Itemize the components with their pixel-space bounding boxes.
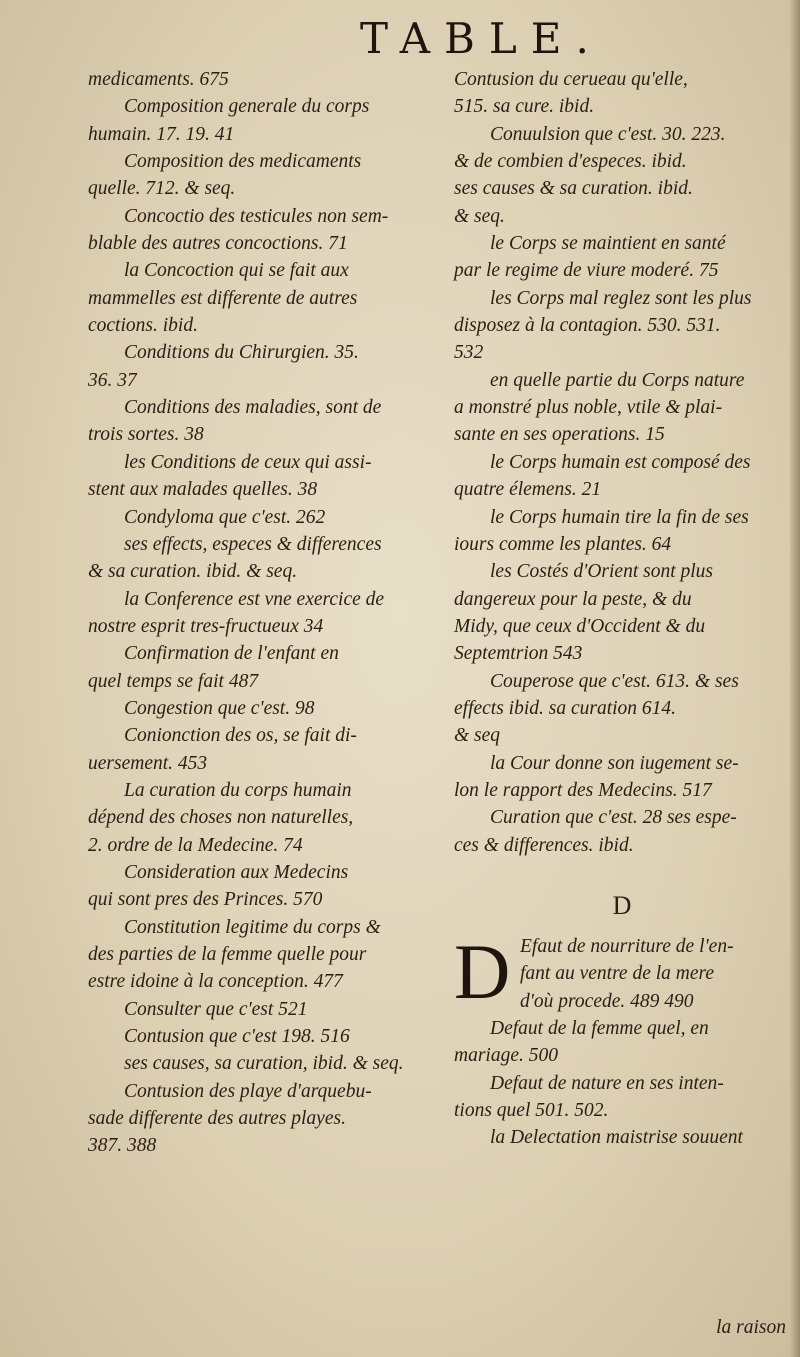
entry-line: nostre esprit tres-fructueux 34 — [88, 615, 324, 637]
entry-line: quel temps se fait 487 — [88, 670, 259, 692]
index-entry — [88, 777, 430, 859]
entry-line: 2. ordre de la Medecine. 74 — [88, 834, 303, 856]
entry-line: & seq — [454, 725, 501, 747]
right-column-entries — [454, 66, 790, 859]
index-entry — [454, 504, 790, 559]
index-entry — [88, 93, 430, 148]
entry-line: mariage. 500 — [454, 1045, 558, 1067]
entry-line: Concoctio des testicules non sem- — [124, 205, 389, 227]
catchword: la raison — [716, 1317, 786, 1338]
entry-line: Conditions des maladies, sont de — [124, 397, 382, 419]
entry-line: la Delectation maistrise souuent — [490, 1127, 743, 1149]
entry-line: dangereux pour la peste, & du — [454, 588, 692, 610]
index-entry — [88, 586, 430, 641]
entry-line: iours comme les plantes. 64 — [454, 533, 672, 555]
entry-line: les Conditions de ceux qui assi- — [124, 451, 372, 473]
entry-line: a monstré plus noble, vtile & plai- — [454, 397, 723, 419]
entry-line: Composition generale du corps — [124, 96, 370, 118]
entry-line: qui sont pres des Princes. 570 — [88, 889, 323, 911]
entry-line: ses causes & sa curation. ibid. — [454, 178, 693, 200]
entry-line: 515. sa cure. ibid. — [454, 96, 595, 118]
entry-line: Curation que c'est. 28 ses espe- — [490, 807, 737, 829]
entry-line: lon le rapport des Medecins. 517 — [454, 779, 712, 801]
entry-line: dépend des choses non naturelles, — [88, 807, 354, 829]
page-header: TABLE. — [360, 14, 603, 63]
entry-line: Conionction des os, se fait di- — [124, 725, 357, 747]
index-entry — [88, 531, 430, 586]
entry-line: Composition des medicaments — [124, 151, 362, 173]
entry-line: uersement. 453 — [88, 752, 208, 774]
index-entry — [454, 121, 790, 230]
entry-line: ses causes, sa curation, ibid. & seq. — [124, 1053, 404, 1075]
index-entry — [454, 804, 790, 859]
entry-line: stent aux malades quelles. 38 — [88, 479, 318, 501]
index-entry — [88, 996, 430, 1023]
index-entry — [454, 1015, 790, 1070]
entry-line: blable des autres concoctions. 71 — [88, 233, 348, 255]
entry-line: les Corps mal reglez sont les plus — [490, 287, 752, 309]
entry-line: le Corps humain tire la fin de ses — [490, 506, 749, 528]
index-entry — [88, 914, 430, 996]
entry-line: sade differente des autres playes. — [88, 1108, 346, 1130]
index-entry — [88, 1078, 430, 1160]
entry-line: 532 — [454, 342, 484, 364]
index-entry — [88, 339, 430, 394]
entry-line: ces & differences. ibid. — [454, 834, 634, 856]
index-entry — [454, 558, 790, 667]
entry-line: les Costés d'Orient sont plus — [490, 561, 714, 583]
entry-line: Conditions du Chirurgien. 35. — [124, 342, 359, 364]
entry-line: sante en ses operations. 15 — [454, 424, 665, 446]
entry-line: La curation du corps humain — [124, 779, 352, 801]
entry-line: Consulter que c'est 521 — [124, 998, 308, 1020]
index-entry — [454, 750, 790, 805]
index-entry — [454, 230, 790, 285]
index-entry — [454, 927, 790, 1015]
entry-line: mammelles est differente de autres — [88, 287, 358, 309]
right-column — [454, 66, 790, 1152]
entry-line: & de combien d'especes. ibid. — [454, 151, 687, 173]
entry-line: tions quel 501. 502. — [454, 1100, 609, 1122]
left-column — [88, 66, 430, 1160]
entry-line: Consideration aux Medecins — [124, 861, 349, 883]
page-edge-shadow — [790, 0, 800, 1357]
entry-line: le Corps se maintient en santé — [490, 233, 726, 255]
entry-line: la Concoction qui se fait aux — [124, 260, 349, 282]
entry-line: & sa curation. ibid. & seq. — [88, 561, 298, 583]
section-letter: D — [612, 890, 632, 920]
entry-line: Congestion que c'est. 98 — [124, 697, 315, 719]
entry-line: disposez à la contagion. 530. 531. — [454, 315, 721, 337]
entry-line: ses effects, especes & differences — [124, 533, 382, 555]
index-entry — [88, 203, 430, 258]
entry-line: d'où procede. 489 490 — [520, 990, 694, 1012]
index-entry — [88, 640, 430, 695]
index-entry — [88, 695, 430, 722]
entry-line: le Corps humain est composé des — [490, 451, 751, 473]
index-entry — [88, 449, 430, 504]
entry-line: Septemtrion 543 — [454, 643, 583, 665]
entry-line: fant au ventre de la mere — [520, 963, 715, 985]
index-entry — [88, 1050, 430, 1077]
entry-line: la Conference est vne exercice de — [124, 588, 385, 610]
index-entry — [88, 66, 430, 93]
d-section — [454, 927, 790, 1152]
index-entry — [454, 668, 790, 750]
index-entry — [454, 449, 790, 504]
entry-line: Defaut de la femme quel, en — [490, 1018, 709, 1039]
entry-line: Couperose que c'est. 613. & ses — [490, 670, 739, 692]
entry-line: 36. 37 — [88, 369, 137, 391]
dropcap-letter: D — [454, 927, 511, 1015]
entry-line: humain. 17. 19. 41 — [88, 123, 235, 145]
entry-line: la Cour donne son iugement se- — [490, 752, 739, 774]
entry-line: Midy, que ceux d'Occident & du — [454, 615, 706, 637]
index-entry — [454, 66, 790, 121]
index-entry — [88, 859, 430, 914]
entry-line: en quelle partie du Corps nature — [490, 369, 745, 391]
entry-line: quelle. 712. & seq. — [88, 178, 236, 200]
entry-line: estre idoine à la conception. 477 — [88, 971, 343, 993]
entry-line: Efaut de nourriture de l'en- — [520, 935, 734, 957]
index-entry — [88, 1023, 430, 1050]
index-entry — [88, 148, 430, 203]
entry-line: Contusion des playe d'arquebu- — [124, 1080, 372, 1102]
entry-line: Contusion que c'est 198. 516 — [124, 1026, 350, 1048]
index-entry — [88, 257, 430, 339]
entry-line: 387. 388 — [88, 1135, 157, 1157]
entry-line: Contusion du cerueau qu'elle, — [454, 69, 688, 90]
index-entry — [88, 394, 430, 449]
index-entry — [454, 1070, 790, 1125]
entry-line: trois sortes. 38 — [88, 424, 204, 446]
entry-line: Conuulsion que c'est. 30. 223. — [490, 123, 726, 145]
index-entry — [454, 367, 790, 449]
entry-line: & seq. — [454, 205, 505, 227]
entry-line: par le regime de viure moderé. 75 — [454, 260, 719, 282]
index-entry — [88, 504, 430, 531]
entry-line: Confirmation de l'enfant en — [124, 643, 339, 665]
entry-line: Condyloma que c'est. 262 — [124, 506, 326, 528]
index-entry — [454, 285, 790, 367]
entry-line: quatre élemens. 21 — [454, 479, 602, 501]
entry-line: des parties de la femme quelle pour — [88, 944, 367, 965]
entry-line: Defaut de nature en ses inten- — [490, 1072, 724, 1094]
d-entries — [454, 927, 790, 1152]
entry-line: coctions. ibid. — [88, 315, 198, 337]
entry-line: effects ibid. sa curation 614. — [454, 697, 677, 719]
index-entry — [88, 722, 430, 777]
entry-line: medicaments. 675 — [88, 69, 229, 90]
index-entry — [454, 1124, 790, 1151]
entry-line: Constitution legitime du corps & — [124, 916, 381, 938]
